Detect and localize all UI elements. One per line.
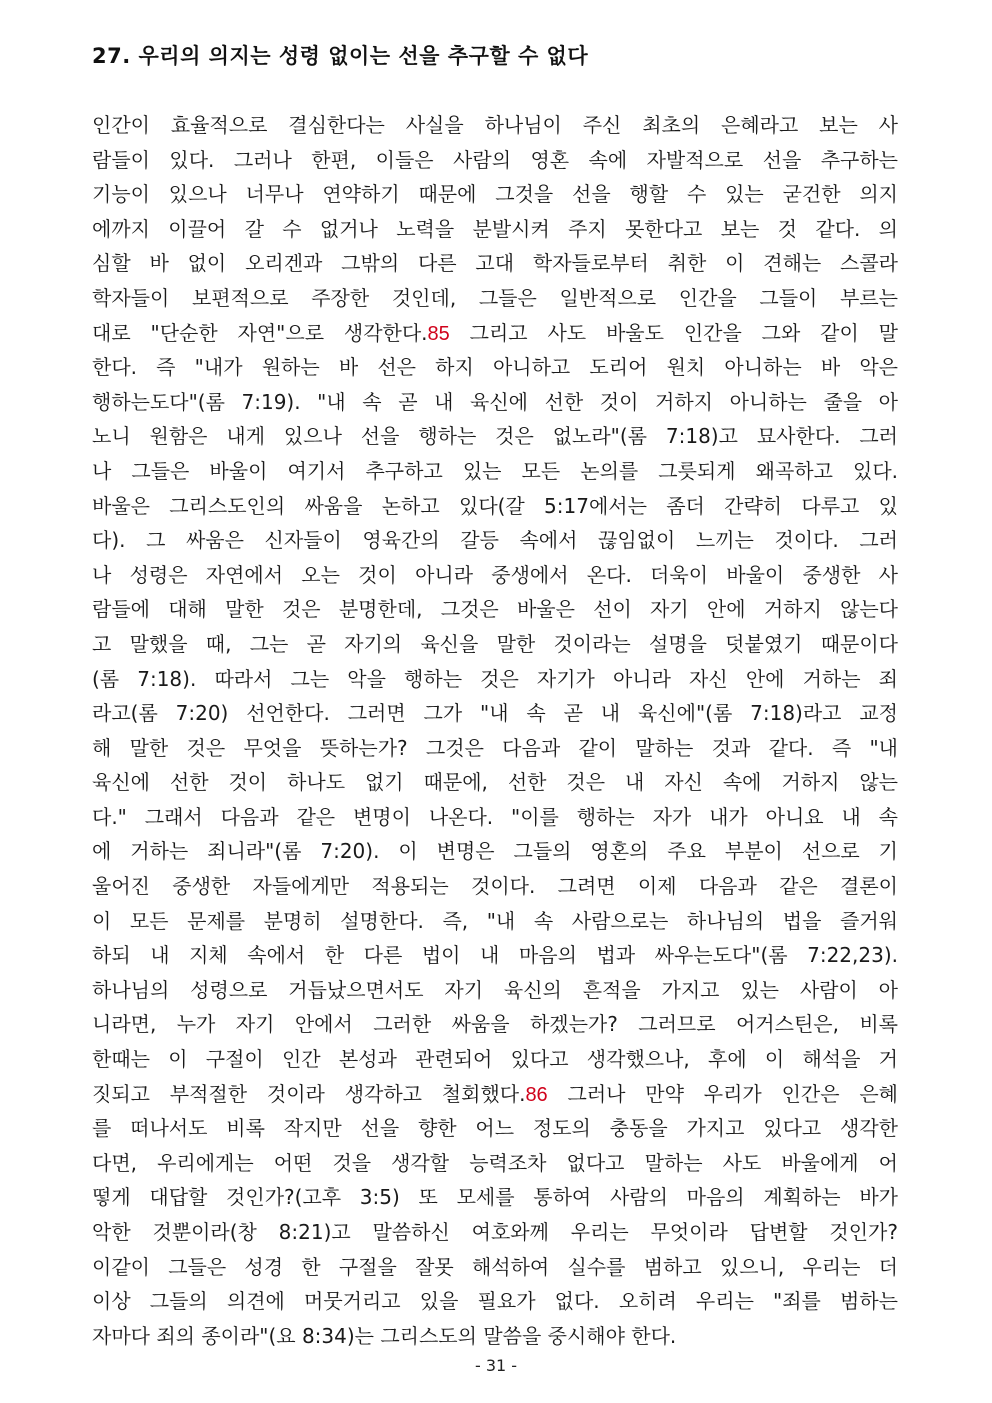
text-line: 울어진 중생한 자들에게만 적용되는 것이다. 그려면 이제 다음과 같은 결론이: [92, 874, 898, 899]
text-segment: 대로 "단순한 자연"으로 생각한다.: [92, 320, 428, 345]
text-line: 람들에 대해 말한 것은 분명한데, 그것은 바울은 선이 자기 안에 거하지 않는다: [92, 597, 898, 622]
page-number: - 31 -: [474, 1356, 518, 1375]
text-line: 람들이 있다. 그러나 한편, 이들은 사람의 영혼 속에 자발적으로 선을 추구하는: [92, 147, 898, 172]
text-line: (롬 7:18). 따라서 그는 악을 행하는 것은 자기가 아니라 자신 안에 거하는 죄: [92, 666, 898, 691]
text-line: 에까지 이끌어 갈 수 없거나 노력을 분발시켜 주지 못한다고 보는 것 같다. 의: [92, 216, 898, 241]
text-line-with-footnote: [92, 316, 898, 351]
text-line: 학자들이 보편적으로 주장한 것인데, 그들은 일반적으로 인간을 그들이 부르는: [92, 285, 898, 310]
text-line-last: 자마다 죄의 종이라"(요 8:34)는 그리스도의 말씀을 중시해야 한다.: [92, 1323, 677, 1348]
text-line: 한때는 이 구절이 인간 본성과 관련되어 있다고 생각했으나, 후에 이 해석을 거: [92, 1047, 898, 1072]
text-line: 를 떠나서도 비록 작지만 선을 향한 어느 정도의 충동을 가지고 있다고 생각한: [92, 1116, 898, 1141]
text-line: 이같이 그들은 성경 한 구절을 잘못 해석하여 실수를 범하고 있으니, 우리는 더: [92, 1254, 898, 1279]
text-segment: 그리고 사도 바울도 인간을 그와 같이 말: [449, 320, 898, 345]
text-line: 다." 그래서 다음과 같은 변명이 나온다. "이를 행하는 자가 내가 아니요 내 속: [92, 804, 898, 829]
text-line: 고 말했을 때, 그는 곧 자기의 육신을 말한 것이라는 설명을 덧붙였기 때문이다: [92, 631, 898, 656]
text-segment: 그러나 만약 우리가 인간은 은혜: [547, 1081, 898, 1106]
text-line: 니라면, 누가 자기 안에서 그러한 싸움을 하겠는가? 그러므로 어거스틴은, 비록: [92, 1012, 898, 1037]
text-line: 해 말한 것은 무엇을 뜻하는가? 그것은 다음과 같이 말하는 것과 같다. 즉 "내: [92, 735, 898, 760]
section-title: 27. 우리의 의지는 성령 없이는 선을 추구할 수 없다: [92, 44, 589, 68]
text-line: 하되 내 지체 속에서 한 다른 법이 내 마음의 법과 싸우는도다"(롬 7:22,23).: [92, 943, 898, 968]
body-text: [92, 108, 898, 1353]
text-segment: 짓되고 부적절한 것이라 생각하고 철회했다.: [92, 1081, 526, 1106]
text-line: 노니 원함은 내게 있으나 선을 행하는 것은 없노라"(롬 7:18)고 묘사한다. 그러: [92, 424, 898, 449]
text-line: 이상 그들의 의견에 머뭇거리고 있을 필요가 없다. 오히려 우리는 "죄를 범하는: [92, 1289, 898, 1314]
text-line: 육신에 선한 것이 하나도 없기 때문에, 선한 것은 내 자신 속에 거하지 않는: [92, 770, 898, 795]
text-line: 바울은 그리스도인의 싸움을 논하고 있다(갈 5:17에서는 좀더 간략히 다루고 있: [92, 493, 898, 518]
text-line: 인간이 효율적으로 결심한다는 사실을 하나님이 주신 최초의 은혜라고 보는 사: [92, 113, 898, 137]
text-line: 떻게 대답할 것인가?(고후 3:5) 또 모세를 통하여 사람의 마음의 계획하는 바가: [92, 1185, 898, 1210]
text-line: 에 거하는 죄니라"(롬 7:20). 이 변명은 그들의 영혼의 주요 부분이 선으로 기: [92, 839, 898, 864]
footnote-marker-85[interactable]: 85: [427, 322, 450, 345]
text-line: 한다. 즉 "내가 원하는 바 선은 하지 아니하고 도리어 원치 아니하는 바 악은: [92, 355, 898, 380]
text-line: 다면, 우리에게는 어떤 것을 생각할 능력조차 없다고 말하는 사도 바울에게 어: [92, 1150, 898, 1175]
text-line: 하나님의 성령으로 거듭났으면서도 자기 육신의 흔적을 가지고 있는 사람이 아: [92, 977, 898, 1002]
footnote-marker-86[interactable]: 86: [525, 1083, 548, 1106]
text-line: 기능이 있으나 너무나 연약하기 때문에 그것을 선을 행할 수 있는 굳건한 의지: [92, 182, 898, 207]
text-line: 행하는도다"(롬 7:19). "내 속 곧 내 육신에 선한 것이 거하지 아니하는 줄을 아: [92, 389, 898, 414]
text-line: 다). 그 싸움은 신자들이 영육간의 갈등 속에서 끊임없이 느끼는 것이다. 그러: [92, 528, 898, 553]
text-line: 심할 바 없이 오리겐과 그밖의 다른 고대 학자들로부터 취한 이 견해는 스콜라: [92, 251, 898, 276]
text-line: 이 모든 문제를 분명히 설명한다. 즉, "내 속 사람으로는 하나님의 법을 즐거워: [92, 908, 898, 933]
text-line: 나 그들은 바울이 여기서 추구하고 있는 모든 논의를 그릇되게 왜곡하고 있다.: [92, 458, 898, 483]
text-line: 악한 것뿐이라(창 8:21)고 말씀하신 여호와께 우리는 무엇이라 답변할 것인가?: [92, 1220, 898, 1244]
text-line: 나 성령은 자연에서 오는 것이 아니라 중생에서 온다. 더욱이 바울이 중생한 사: [92, 562, 898, 587]
text-line: 라고(롬 7:20) 선언한다. 그러면 그가 "내 속 곧 내 육신에"(롬 7:18)라고 교정: [92, 701, 898, 726]
text-line-with-footnote: [92, 1077, 898, 1112]
